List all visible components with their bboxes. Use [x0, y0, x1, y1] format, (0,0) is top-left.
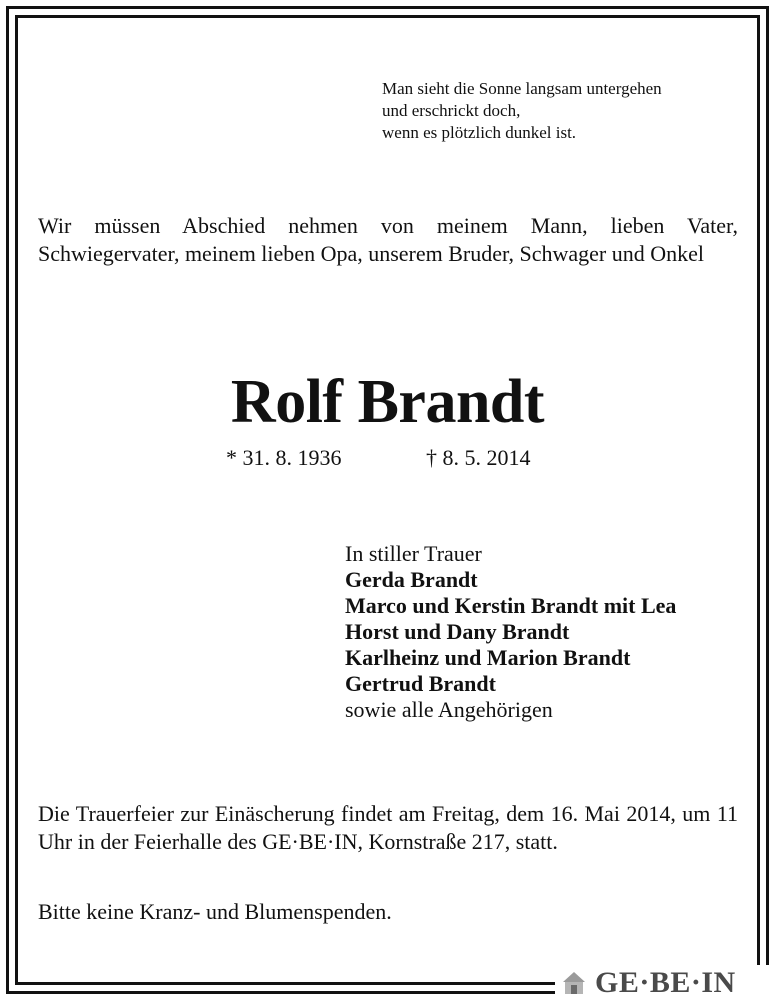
- poem-line: und erschrickt doch,: [382, 101, 521, 120]
- mourner-name: Marco und Kerstin Brandt mit Lea: [345, 593, 677, 618]
- mourner-name: Horst und Dany Brandt: [345, 619, 570, 644]
- poem-line: wenn es plötzlich dunkel ist.: [382, 123, 577, 142]
- gebein-logo: [555, 965, 775, 1000]
- mourners-closing: sowie alle Angehörigen: [345, 697, 553, 722]
- mourners-block: [345, 541, 676, 723]
- ceremony-text: Die Trauerfeier zur Einäscherung findet am Freitag, dem 16. Mai 2014, um 11 Uhr in der Feierhalle des GE·BE·IN, Kornstraße 217, statt.: [38, 801, 738, 854]
- intro-text: Wir müssen Abschied nehmen von meinem Mann, lieben Vater, Schwiegervater, meinem lieben Opa, unserem Bruder, Schwager und Onkel: [38, 213, 738, 266]
- poem-line: Man sieht die Sonne langsam untergehen: [382, 79, 662, 98]
- deceased-name: Rolf Brandt: [230, 368, 545, 436]
- birth-date: * 31. 8. 1936: [226, 445, 342, 470]
- mourners-heading: In stiller Trauer: [345, 541, 482, 566]
- mourner-name: Karlheinz und Marion Brandt: [345, 645, 631, 670]
- mourner-name: Gertrud Brandt: [345, 671, 496, 696]
- poem-quote: [382, 78, 662, 144]
- mourner-name: Gerda Brandt: [345, 567, 478, 592]
- no-flowers-note: Bitte keine Kranz- und Blumenspenden.: [38, 899, 392, 924]
- house-logo-icon: [561, 970, 587, 996]
- death-date: † 8. 5. 2014: [426, 445, 531, 470]
- logo-text: GE·BE·IN: [595, 965, 736, 999]
